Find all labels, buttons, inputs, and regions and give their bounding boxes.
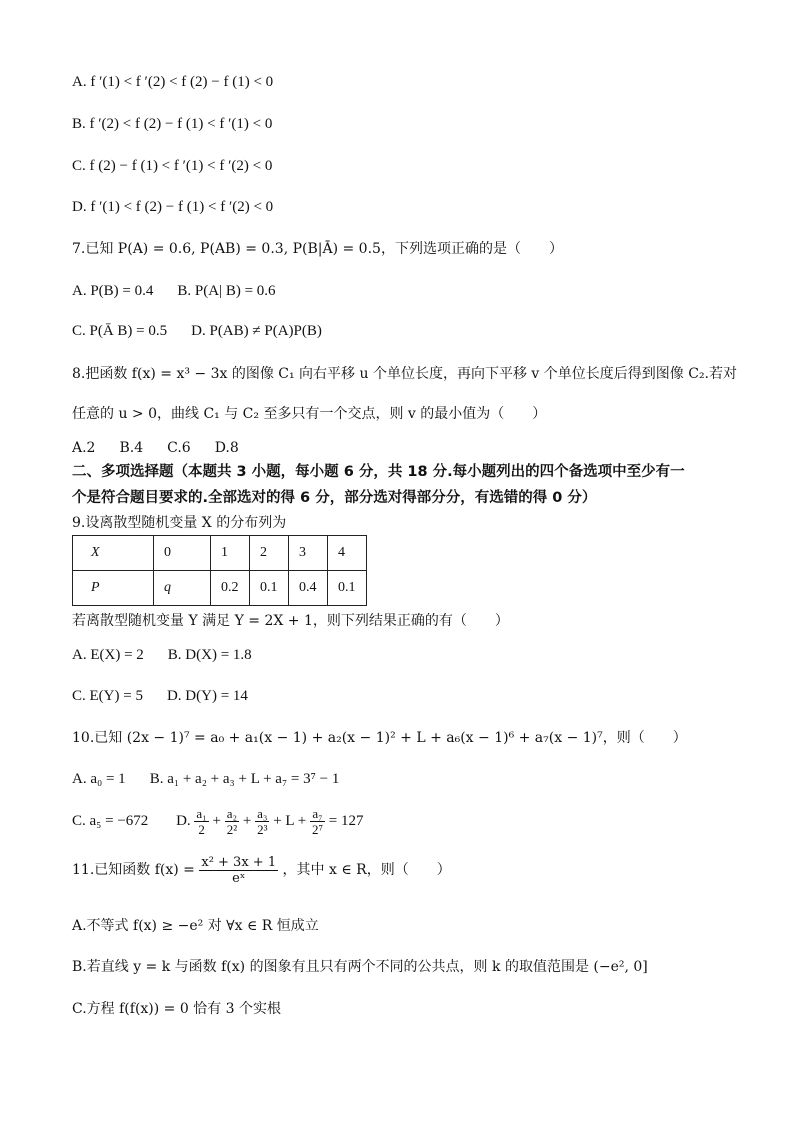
table-cell: 2 — [250, 536, 289, 571]
q9-option-d: D. D(Y) = 14 — [166, 688, 248, 704]
q7-stem: 7.已知 P(A) = 0.6, P(AB) = 0.3, P(B|Ā) = 0.5，下列选项正确的是（ ） — [72, 241, 563, 257]
q9-options-ab — [72, 645, 252, 665]
q7-option-b: B. P(A| B) = 0.6 — [177, 283, 276, 299]
q10-option-c: C. a₅ = −672 — [72, 813, 149, 829]
q10-option-d: D. $\frac{\text{a₁}}{2}$ + $\frac{\text{a₂}}{\text{2²}}$ + $\frac{\text{a₃}}{\text{2³}}$ + L + $\frac{\text{a₇}}{\text{2⁷}}$ = 127 — [176, 806, 364, 838]
fraction: $\frac{\text{x² + 3x + 1}}{\text{eˣ}}$ — [201, 854, 277, 886]
q9-stem: 9.设离散型随机变量 X 的分布列为 — [72, 515, 287, 531]
fraction: $\frac{\text{a₇}}{\text{2⁷}}$ — [312, 806, 324, 838]
table-cell: 0.4 — [289, 571, 328, 606]
q6-option-d: D. f ′(1) < f (2) − f (1) < f ′(2) < 0 — [72, 199, 274, 215]
q11-option-c: C.方程 f(f(x)) = 0 恰有 3 个实根 — [72, 1001, 282, 1017]
q9-after-text: 若离散型随机变量 Y 满足 Y = 2X + 1，则下列结果正确的有（ ） — [72, 613, 509, 629]
q9-option-c: C. E(Y) = 5 — [72, 688, 143, 704]
q8-option-d: D.8 — [214, 440, 239, 456]
table-cell: P — [73, 571, 154, 606]
q7-options-ab — [72, 281, 276, 301]
q10-stem: 10.已知 (2x − 1)⁷ = a₀ + a₁(x − 1) + a₂(x − 1)² + L + a₆(x − 1)⁶ + a₇(x − 1)⁷，则（ ） — [72, 730, 687, 746]
table-row-x — [73, 536, 367, 571]
q8-option-b: B.4 — [119, 440, 144, 456]
q9-options-cd — [72, 686, 248, 706]
table-cell: 1 — [211, 536, 250, 571]
section2-heading-line2: 个是符合题目要求的.全部选对的得 6 分，部分选对得部分分，有选错的得 0 分） — [72, 490, 597, 506]
fraction: $\frac{\text{a₁}}{2}$ — [196, 806, 207, 838]
q10-option-a: A. a₀ = 1 — [72, 771, 126, 787]
q6-option-b: B. f ′(2) < f (2) − f (1) < f ′(1) < 0 — [72, 116, 273, 132]
fraction: $\frac{\text{a₃}}{\text{2³}}$ — [257, 806, 268, 838]
q8-stem-line1: 8.把函数 f(x) = x³ − 3x 的图像 C₁ 向右平移 u 个单位长度，再向下平移 v 个单位长度后得到图像 C₂.若对 — [72, 366, 738, 382]
table-cell: 0.1 — [250, 571, 289, 606]
table-cell: 0 — [154, 536, 211, 571]
q6-option-c: C. f (2) − f (1) < f ′(1) < f ′(2) < 0 — [72, 158, 273, 174]
q8-stem-line2: 任意的 u > 0，曲线 C₁ 与 C₂ 至多只有一个交点，则 v 的最小值为（ ） — [72, 406, 547, 422]
table-cell: 0.2 — [211, 571, 250, 606]
table-cell: q — [154, 571, 211, 606]
q11-stem: 11.已知函数 f(x) = $\frac{\text{x² + 3x + 1}}{\text{eˣ}}$ ，其中 x ∈ R，则（ ） — [72, 854, 451, 886]
q7-options-cd — [72, 321, 322, 341]
q8-option-c: C.6 — [167, 440, 191, 456]
table-cell: 3 — [289, 536, 328, 571]
q7-option-a: A. P(B) = 0.4 — [72, 283, 154, 299]
section2-heading-line1: 二、多项选择题（本题共 3 小题，每小题 6 分，共 18 分.每小题列出的四个备选项中至少有一 — [72, 464, 685, 480]
q8-option-a: A.2 — [72, 440, 96, 456]
q10-options-cd — [72, 804, 364, 838]
table-cell: X — [73, 536, 154, 571]
q9-option-a: A. E(X) = 2 — [72, 647, 144, 663]
q7-option-d: D. P(AB) ≠ P(A)P(B) — [191, 323, 322, 339]
table-row-p — [73, 571, 367, 606]
q10-option-b: B. a₁ + a₂ + a₃ + L + a₇ = 3⁷ − 1 — [149, 771, 340, 787]
q8-options — [72, 438, 239, 458]
fraction: $\frac{\text{a₂}}{\text{2²}}$ — [226, 806, 238, 838]
q6-option-a: A. f ′(1) < f ′(2) < f (2) − f (1) < 0 — [72, 74, 274, 90]
q10-options-ab — [72, 769, 339, 789]
q9-distribution-table — [72, 535, 367, 606]
q11-option-a: A.不等式 f(x) ≥ −e² 对 ∀x ∈ R 恒成立 — [72, 918, 319, 934]
table-cell: 4 — [328, 536, 367, 571]
q7-option-c: C. P(Ā B) = 0.5 — [72, 323, 168, 339]
table-cell: 0.1 — [328, 571, 367, 606]
q11-option-b: B.若直线 y = k 与函数 f(x) 的图象有且只有两个不同的公共点，则 k 的取值范围是 (−e², 0] — [72, 959, 648, 975]
q9-option-b: B. D(X) = 1.8 — [167, 647, 252, 663]
